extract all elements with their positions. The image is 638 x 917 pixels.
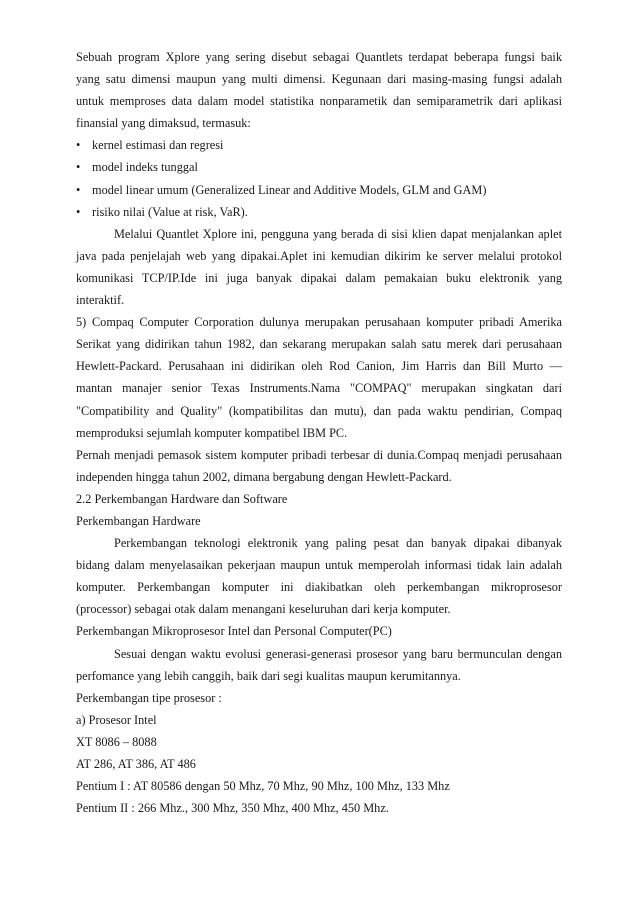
paragraph-line: "Compatibility and Quality" (kompatibilitas dan mutu), dan pada waktu pendirian, Compaq [76, 403, 562, 418]
text-line: Pentium I : AT 80586 dengan 50 Mhz, 70 Mhz, 90 Mhz, 100 Mhz, 133 Mhz [76, 779, 450, 794]
paragraph-line: yang satu dimensi maupun yang multi dimensi. Kegunaan dari masing-masing fungsi adalah [76, 72, 562, 87]
text-line: AT 286, AT 386, AT 486 [76, 757, 196, 771]
sub-heading: Perkembangan Hardware [76, 513, 201, 528]
paragraph-line: Serikat yang didirikan tahun 1982, dan sekarang merupakan salah satu merek dari perusahaan [76, 337, 562, 352]
paragraph-line: 5) Compaq Computer Corporation dulunya merupakan perusahaan komputer pribadi Amerika [76, 315, 562, 330]
bullet-marker: • [76, 138, 81, 153]
paragraph-line: komputer. Perkembangan komputer ini diakibatkan oleh perkembangan mikroprosesor [76, 580, 562, 595]
paragraph-line: (processor) sebagai otak dalam menangani keseluruhan dari kerja komputer. [76, 602, 451, 617]
paragraph-line: Sesuai dengan waktu evolusi generasi-generasi prosesor yang baru bermunculan dengan [114, 646, 562, 661]
document-page [76, 46, 562, 819]
paragraph-line: Melalui Quantlet Xplore ini, pengguna yang berada di sisi klien dapat menjalankan aplet [114, 226, 562, 241]
paragraph-line: Hewlett-Packard. Perusahaan ini didirikan oleh Rod Canion, Jim Harris dan Bill Murto — [76, 359, 562, 374]
list-item [76, 156, 562, 178]
bullet-marker: • [76, 160, 81, 175]
list-item [76, 134, 562, 156]
paragraph-line: untuk memproses data dalam model statistika nonparametik dan semiparametrik dari aplikasi [76, 94, 562, 109]
paragraph-line: finansial yang dimaksud, termasuk: [76, 116, 251, 131]
text-line: a) Prosesor Intel [76, 712, 157, 727]
paragraph-line: perfomance yang lebih canggih, baik dari segi kualitas maupun kerumitannya. [76, 668, 461, 683]
bullet-marker: • [76, 204, 81, 219]
list-item [76, 179, 562, 201]
paragraph-line: bidang dalam menyelasaikan pekerjaan maupun untuk memperolah informasi tidak lain adalah [76, 558, 562, 573]
paragraph-line: independen hingga tahun 2002, dimana bergabung dengan Hewlett-Packard. [76, 469, 452, 484]
list-item [76, 201, 562, 223]
text-line: Pentium II : 266 Mhz., 300 Mhz, 350 Mhz, 400 Mhz, 450 Mhz. [76, 801, 389, 816]
paragraph-line: komunikasi TCP/IP.Ide ini juga banyak dipakai dalam pemakaian buku elektronik yang [76, 270, 562, 285]
paragraph-line: Perkembangan teknologi elektronik yang paling pesat dan banyak dipakai dibanyak [114, 536, 562, 551]
list-item-text: risiko nilai (Value at risk, VaR). [92, 204, 248, 219]
bullet-marker: • [76, 182, 81, 197]
text-line: XT 8086 – 8088 [76, 734, 157, 749]
section-heading: 2.2 Perkembangan Hardware dan Software [76, 491, 288, 506]
sub-heading: Perkembangan Mikroprosesor Intel dan Personal Computer(PC) [76, 624, 392, 639]
paragraph-line: mantan manajer senior Texas Instruments.Nama "COMPAQ" merupakan singkatan dari [76, 381, 562, 396]
paragraph-line: memproduksi sejumlah komputer kompatibel IBM PC. [76, 425, 348, 440]
list-item-text: model linear umum (Generalized Linear and Additive Models, GLM and GAM) [92, 182, 487, 197]
paragraph-line: interaktif. [76, 293, 125, 308]
text-line: Perkembangan tipe prosesor : [76, 690, 222, 705]
paragraph-line: java pada penjelajah web yang dipakai.Aplet ini kemudian dikirim ke server melalui protokol [76, 248, 562, 263]
list-item-text: model indeks tunggal [92, 160, 198, 175]
list-item-text: kernel estimasi dan regresi [92, 138, 224, 153]
paragraph-line: Sebuah program Xplore yang sering disebut sebagai Quantlets terdapat beberapa fungsi baik [76, 50, 562, 64]
paragraph-line: Pernah menjadi pemasok sistem komputer pribadi terbesar di dunia.Compaq menjadi perusahaan [76, 447, 562, 462]
